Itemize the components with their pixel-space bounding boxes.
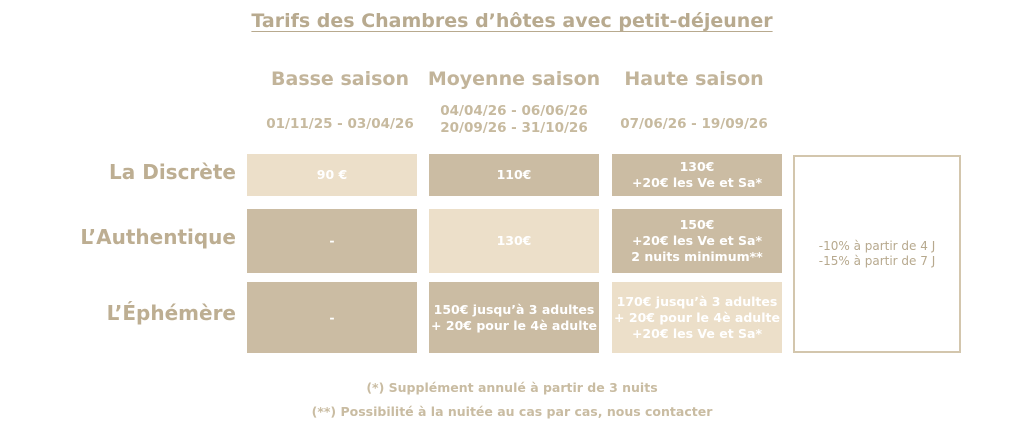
price-line: +20€ les Ve et Sa* bbox=[631, 325, 763, 341]
room-name-l-ephemere: L’Éphémère bbox=[106, 301, 236, 325]
page-title: Tarifs des Chambres d’hôtes avec petit-déjeuner bbox=[251, 10, 773, 32]
season-dates-line: 04/04/26 - 06/06/26 bbox=[440, 103, 588, 119]
price-cell-discrete-basse bbox=[247, 154, 417, 196]
season-dates-line: 01/11/25 - 03/04/26 bbox=[266, 116, 414, 132]
room-name-la-discrete: La Discrète bbox=[109, 160, 236, 184]
price-line: 130€ bbox=[496, 233, 532, 248]
room-name-l-authentique: L’Authentique bbox=[80, 225, 236, 249]
price-line: 2 nuits minimum** bbox=[631, 249, 763, 264]
footnote-supplement: (*) Supplément annulé à partir de 3 nuits bbox=[366, 380, 658, 395]
price-line: 130€ bbox=[679, 159, 715, 174]
season-dates-line: 07/06/26 - 19/09/26 bbox=[620, 116, 768, 132]
price-line: +20€ les Ve et Sa* bbox=[631, 175, 763, 190]
price-cell-ephemere-basse bbox=[247, 282, 417, 353]
price-line: +20€ les Ve et Sa* bbox=[631, 233, 763, 248]
price-cell-authentique-haute bbox=[612, 209, 782, 273]
season-dates-haute bbox=[606, 116, 782, 133]
season-dates-moyenne bbox=[426, 103, 602, 137]
season-dates-basse bbox=[252, 116, 428, 133]
price-line: - bbox=[329, 309, 335, 325]
price-line: 90 € bbox=[316, 167, 348, 182]
price-cell-ephemere-moyenne bbox=[429, 282, 599, 353]
price-cell-authentique-basse bbox=[247, 209, 417, 273]
season-header-moyenne: Moyenne saison bbox=[427, 68, 601, 90]
discount-line: -10% à partir de 4 J bbox=[818, 239, 936, 253]
price-line: 170€ jusqu’à 3 adultes bbox=[616, 293, 778, 309]
discount-line: -15% à partir de 7 J bbox=[818, 254, 936, 268]
discount-box bbox=[793, 155, 961, 353]
price-cell-discrete-haute bbox=[612, 154, 782, 196]
price-line: + 20€ pour le 4è adulte bbox=[614, 309, 780, 325]
price-cell-authentique-moyenne bbox=[429, 209, 599, 273]
footnote-contact: (**) Possibilité à la nuitée au cas par cas, nous contacter bbox=[311, 404, 713, 419]
price-line: 150€ bbox=[679, 217, 715, 232]
price-cell-ephemere-haute bbox=[612, 282, 782, 353]
price-line: + 20€ pour le 4è adulte bbox=[431, 317, 597, 333]
season-header-basse: Basse saison bbox=[271, 68, 409, 90]
price-cell-discrete-moyenne bbox=[429, 154, 599, 196]
price-line: 150€ jusqu’à 3 adultes bbox=[433, 301, 595, 317]
price-line: - bbox=[329, 233, 335, 248]
season-dates-line: 20/09/26 - 31/10/26 bbox=[440, 120, 588, 136]
season-header-haute: Haute saison bbox=[624, 68, 764, 90]
price-line: 110€ bbox=[496, 167, 532, 182]
